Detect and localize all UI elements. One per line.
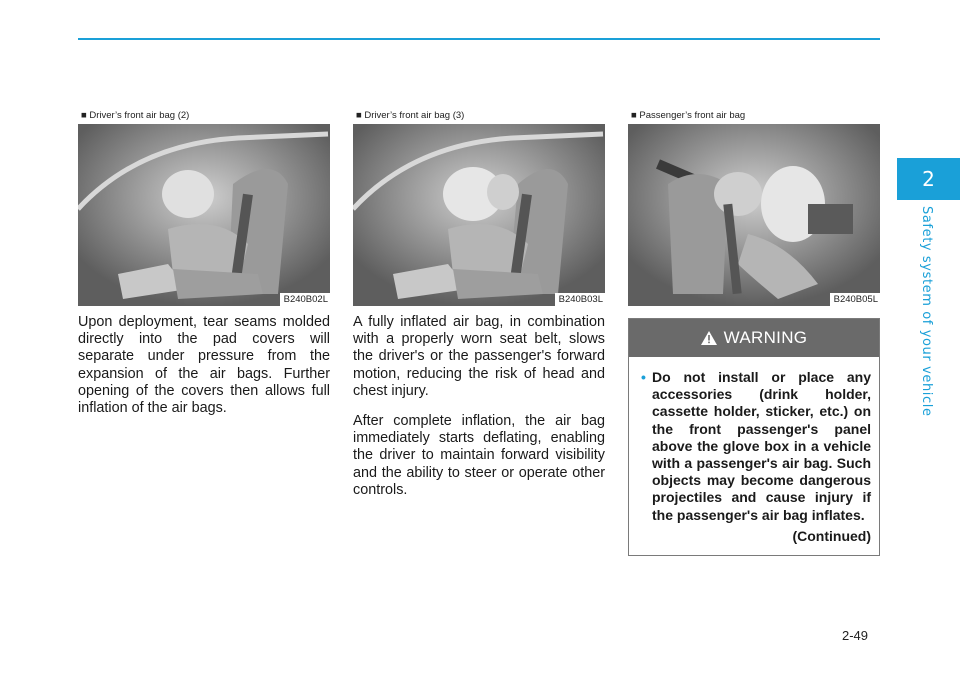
chapter-tab [897, 158, 960, 200]
continued-label: (Continued) [792, 527, 871, 544]
header-rule [78, 38, 880, 40]
warning-box [628, 318, 880, 556]
warning-header [629, 319, 879, 357]
paragraph: After complete inflation, the air bag immediately starts deflating, enabling the driver to maintain forward visibility and the ability to steer or operate other controls. [353, 413, 605, 498]
column-1-text [78, 314, 330, 430]
figure-code: B240B02L [280, 293, 330, 306]
figure-caption: ■ Driver’s front air bag (2) [78, 108, 330, 124]
driver-airbag-illustration [78, 124, 330, 306]
figure-driver-airbag-3 [353, 108, 605, 306]
figure-caption: ■ Passenger’s front air bag [628, 108, 880, 124]
column-2-text [353, 314, 605, 512]
figure-caption: ■ Driver’s front air bag (3) [353, 108, 605, 124]
figure-code: B240B03L [555, 293, 605, 306]
warning-triangle-icon [701, 331, 717, 345]
figure-code: B240B05L [830, 293, 880, 306]
bullet: • [641, 369, 646, 385]
chapter-number: 2 [922, 167, 935, 191]
figure-driver-airbag-2 [78, 108, 330, 306]
figure-passenger-airbag [628, 108, 880, 306]
page-number: 2-49 [842, 628, 869, 643]
passenger-airbag-illustration [628, 124, 880, 306]
warning-body [641, 369, 871, 545]
paragraph: Upon deployment, tear seams molded directly into the pad covers will separate under pressure from the expansion of the air bags. Further opening of the covers then allows full inflation of the air bags. [78, 314, 330, 417]
driver-airbag-inflated-illustration [353, 124, 605, 306]
warning-title: WARNING [723, 328, 808, 347]
warning-text: Do not install or place any accessories (drink holder, cassette holder, sticker, etc.) on the front passenger's panel above the glove box in a vehicle with a passenger's air bag. Such objects may become dangerous projectiles and cause injury if the passenger's air bag inflates. [652, 369, 871, 523]
paragraph: A fully inflated air bag, in combination with a properly worn seat belt, slows the driver's or the passenger's forward motion, reducing the risk of head and chest injury. [353, 314, 605, 399]
chapter-title: Safety system of your vehicle [919, 206, 934, 417]
